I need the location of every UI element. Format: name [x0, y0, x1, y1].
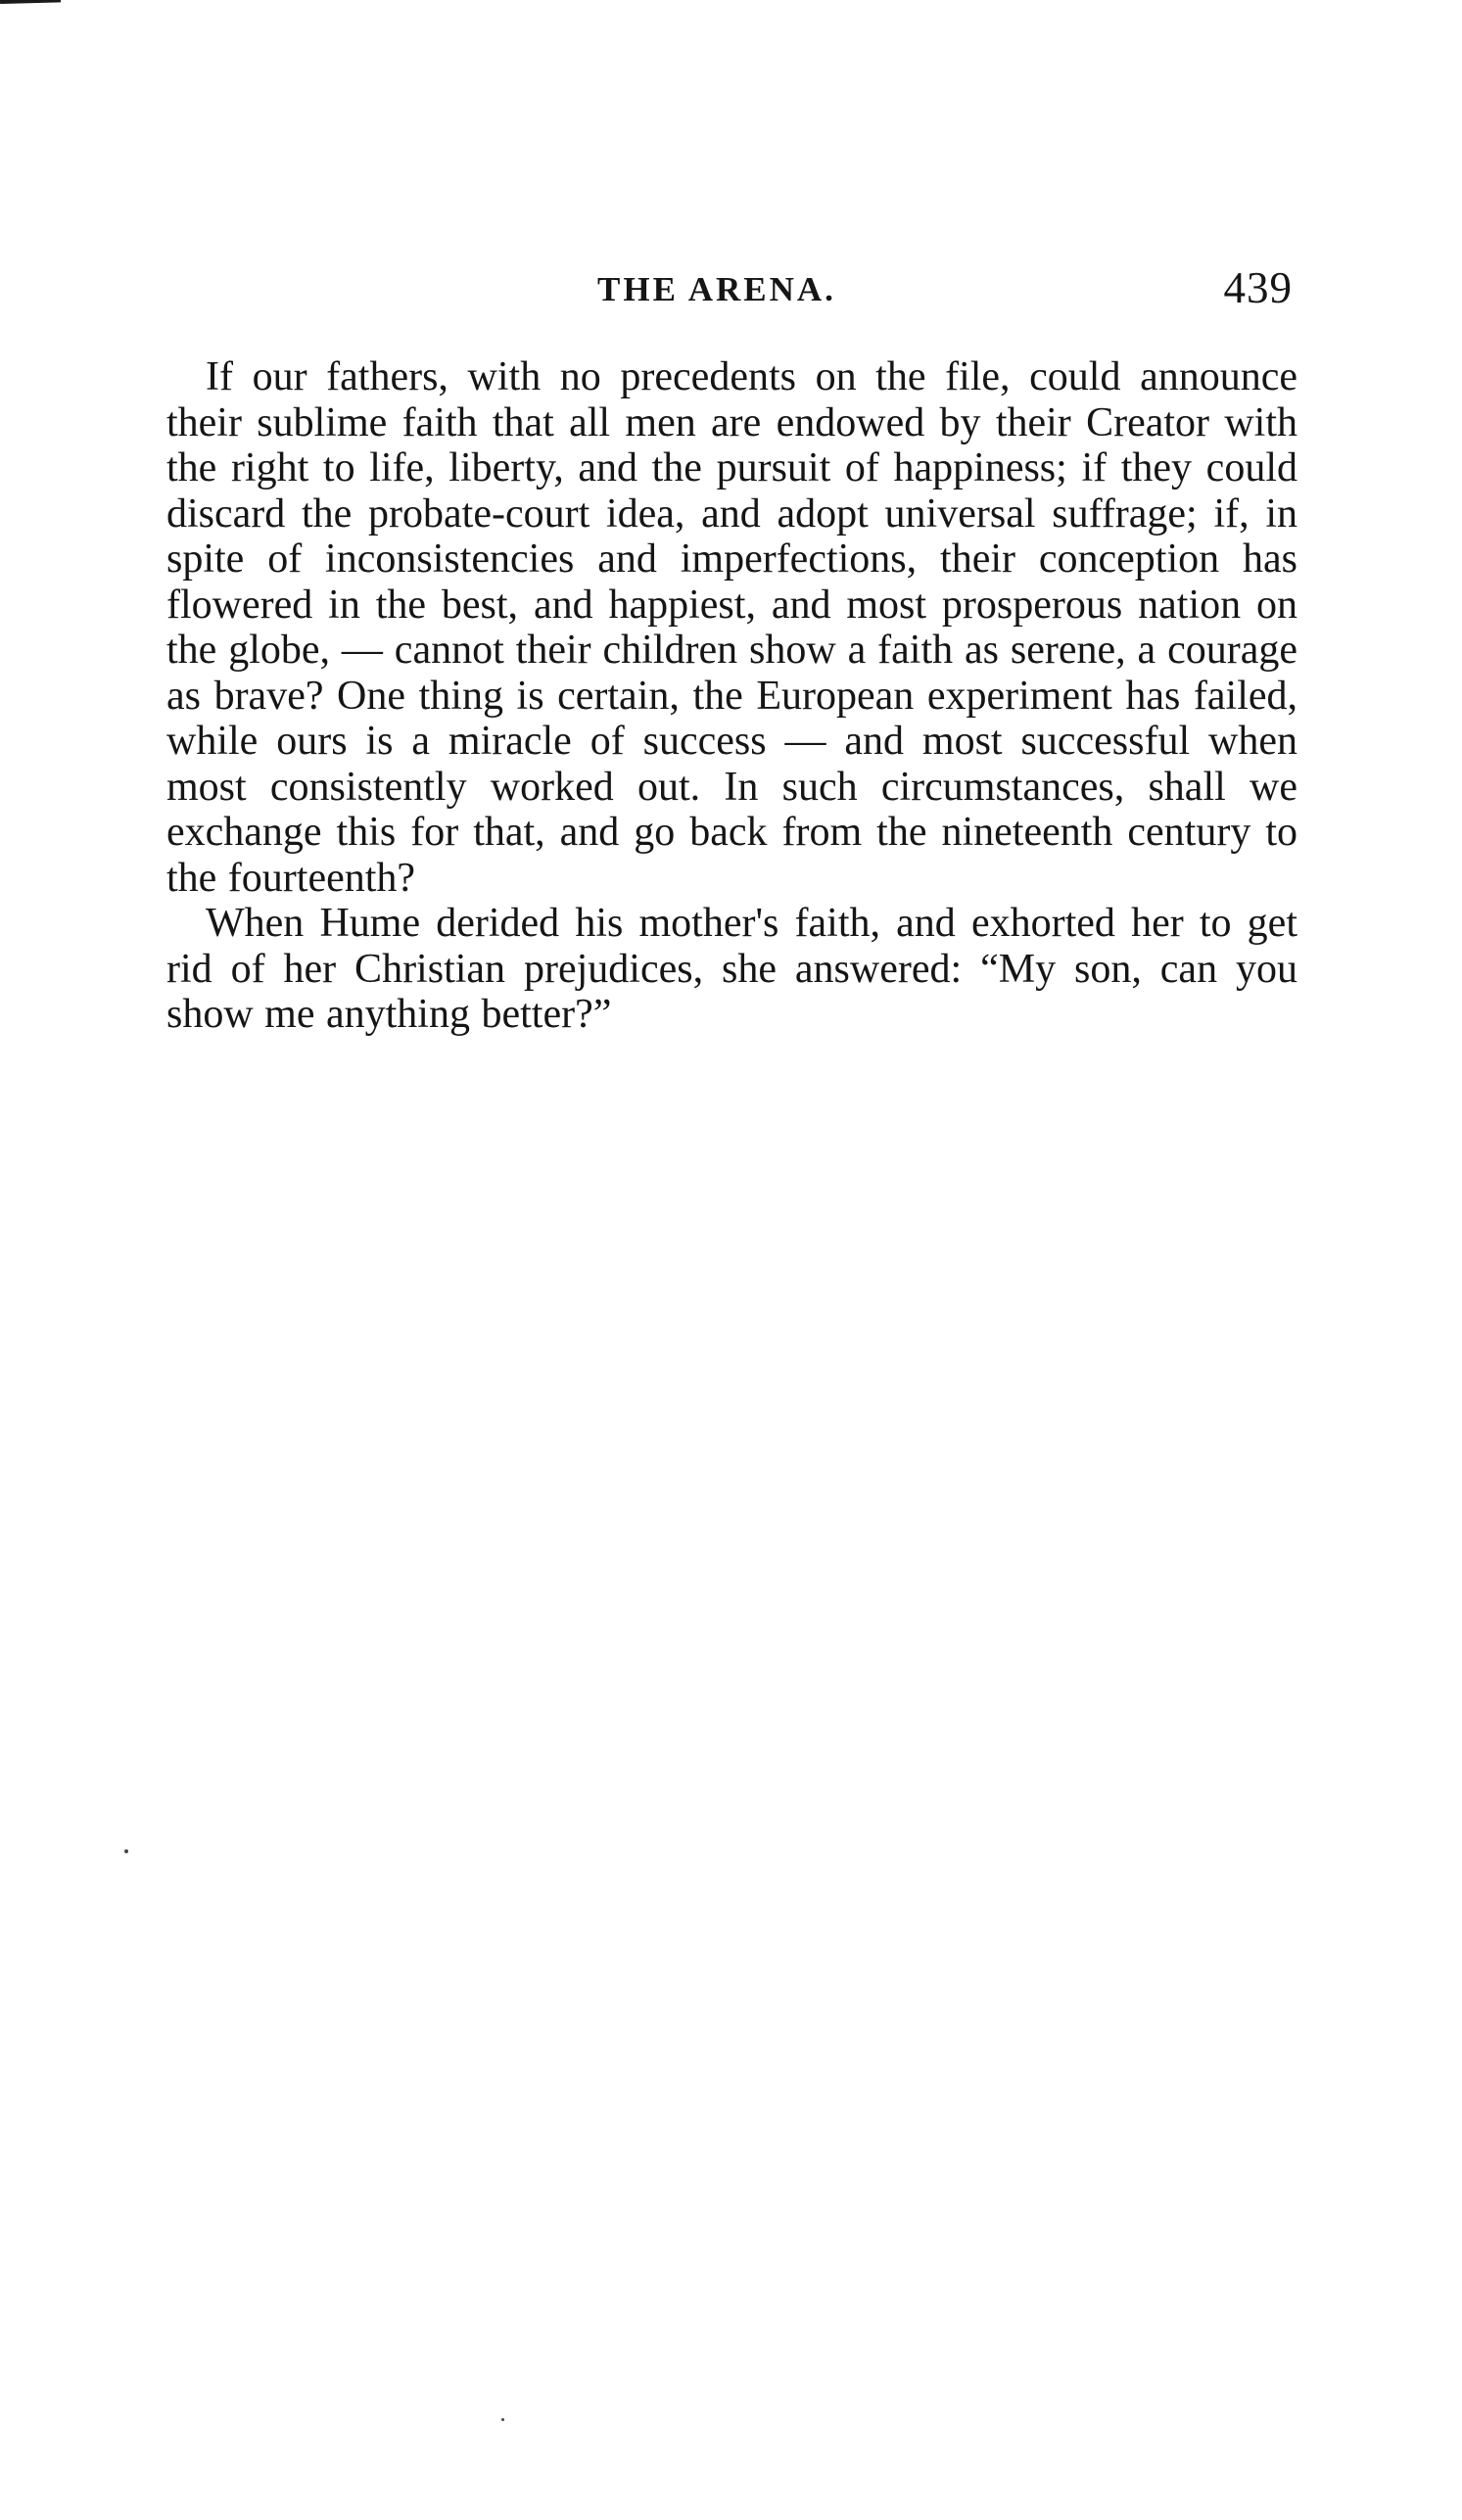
paragraph-1: If our fathers, with no precedents on the file, could announce their sublime faith that all men are endowed by their Creator with the right to life, liberty, and the pursuit of happiness; if they could discard the probate-court idea, and adopt universal suffrage; if, in spite of inconsistencies and imperfections, their conception has flowered in the best, and happiest, and most prosperous nation on the globe, — cannot their children show a faith as serene, a courage as brave? One thing is certain, the European experiment has failed, while ours is a miracle of success — and most successful when most consistently worked out. In such circumstances, shall we exchange this for that, and go back from the nineteenth century to the fourteenth? — [166, 354, 1297, 901]
running-head — [166, 262, 1293, 321]
corner-scan-mark — [0, 0, 61, 4]
running-title: THE ARENA. — [597, 270, 836, 308]
paragraph-2: When Hume derided his mother's faith, and exhorted her to get rid of her Christian prejudices, she answered: “My son, can you show me anything better?” — [166, 901, 1297, 1037]
page-number: 439 — [1223, 263, 1293, 312]
scan-speck — [124, 1849, 128, 1853]
scan-speck — [501, 2418, 504, 2421]
body-text — [166, 354, 1297, 1038]
